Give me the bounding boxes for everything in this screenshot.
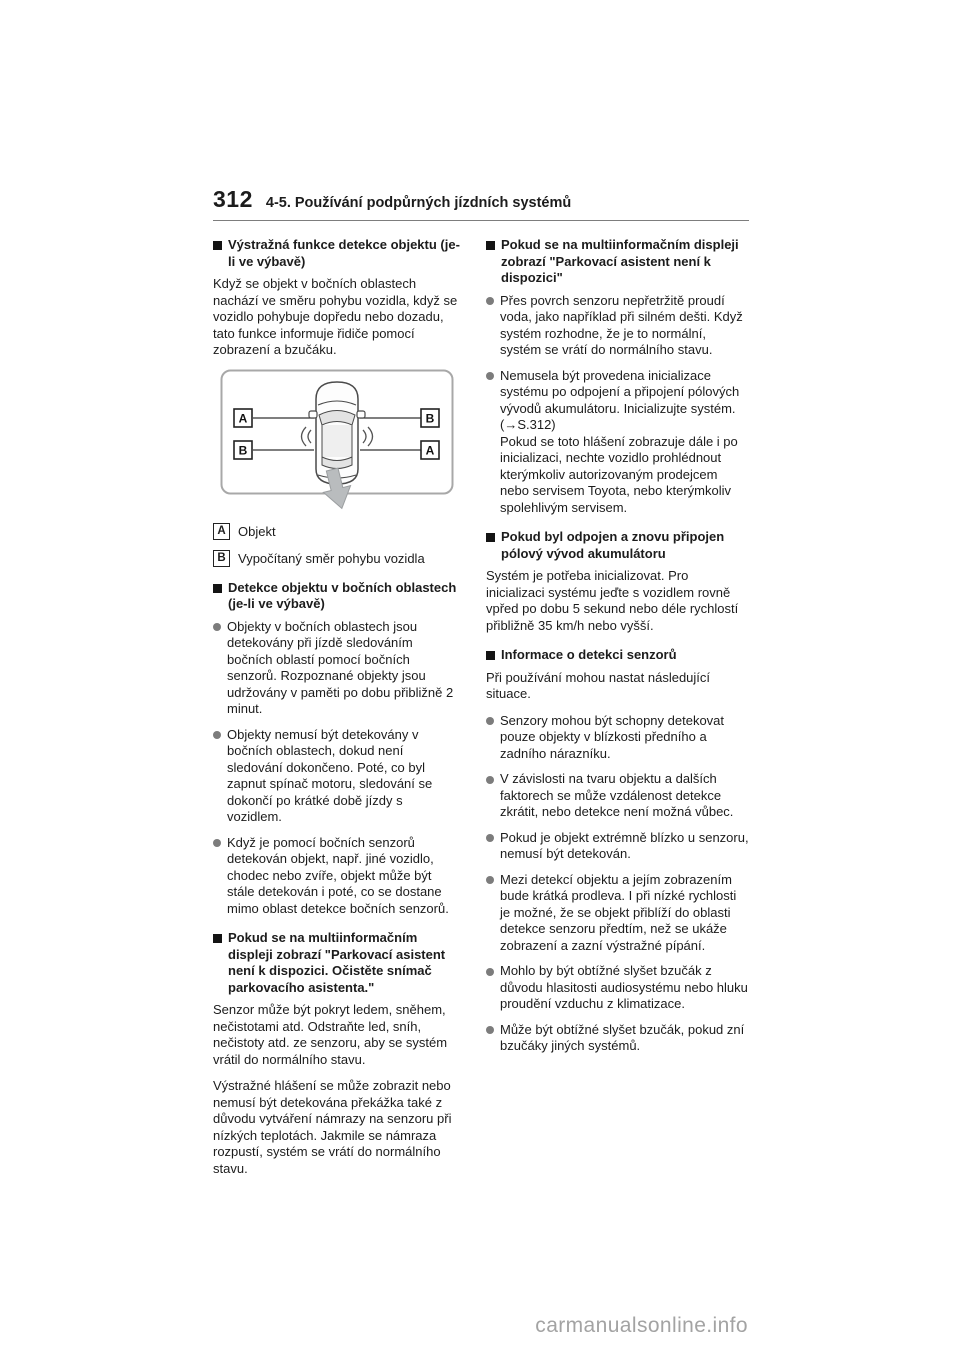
bullet-icon (486, 717, 494, 725)
svg-text:A: A (238, 411, 248, 425)
legend-text-b: Vypočítaný směr pohybu vozidla (238, 550, 425, 566)
paragraph: Když se objekt v bočních oblastech nachází ve směru pohybu vozidla, když se vozidlo pohybuje dopředu nebo dozadu, tato funkce informuje řidiče pomocí zobrazení a bzučáku. (213, 276, 458, 357)
label-box-b-front-right (421, 409, 439, 427)
square-marker-icon (486, 533, 495, 542)
bullet-icon (213, 623, 221, 631)
heading-text: Pokud se na multiinformačním displeji zobrazí "Parkovací asistent není k dispozici" (501, 237, 739, 285)
paragraph: Senzor může být pokryt ledem, sněhem, nečistotami atd. Odstraňte led, sníh, nečistoty atd. ze senzoru, aby se systém vrátil do normálního stavu. (213, 1002, 448, 1067)
legend-item-a (213, 523, 461, 540)
bullet-item: Pokud je objekt extrémně blízko u senzoru, nemusí být detekován. (486, 830, 749, 863)
bullet-item: Mezi detekcí objektu a jejím zobrazením bude krátká prodleva. I při nízké rychlosti je možné, že se objekt přiblíží do oblasti detekce senzoru předtím, než se ukáže zobrazení a zazní výstražné pípání. (486, 872, 749, 955)
legend-item-b (213, 550, 461, 567)
svg-text:B: B (425, 411, 435, 425)
heading-sensor-detection-info (486, 647, 749, 664)
left-column (213, 237, 461, 1187)
paragraph: Při používání mohou nastat následující situace. (486, 669, 711, 701)
watermark: carmanualsonline.info (535, 1314, 748, 1337)
bullet-icon (486, 834, 494, 842)
page-number: 312 (213, 186, 253, 212)
svg-text:B: B (238, 443, 248, 457)
paragraph: Výstražné hlášení se může zobrazit nebo nemusí být detekována překážka také z důvodu vytváření námrazy na senzoru při nízkých teplotách. Jakmile se námraza rozpustí, systém se vrátí do normálního stavu. (213, 1078, 452, 1176)
bullet-icon (486, 297, 494, 305)
bullet-icon (486, 1026, 494, 1034)
bullet-line: Nemusela být provedena inicializace systému po odpojení a připojení pólových vývodů akumulátoru. Inicializujte systém. (→S.312) (500, 367, 740, 432)
svg-text:A: A (425, 443, 435, 457)
heading-text: Pokud byl odpojen a znovu připojen pólový vývod akumulátoru (501, 529, 725, 561)
square-marker-icon (213, 934, 222, 943)
heading-side-detection (213, 580, 461, 613)
square-marker-icon (213, 584, 222, 593)
page-header (213, 186, 749, 221)
bullet-icon (486, 776, 494, 784)
heading-text: Detekce objektu v bočních oblastech (je-li ve výbavě) (228, 579, 457, 611)
bullet-line: Pokud se toto hlášení zobrazuje dále i po inicializaci, nechte vozidlo prohlédnout kterýmkoliv autorizovaným prodejcem nebo servisem Toyota, nebo kterýmkoliv spolehlivým servisem. (500, 433, 738, 515)
bullet-icon (486, 372, 494, 380)
label-box-b-rear-left (234, 441, 252, 459)
bullet-item: Objekty v bočních oblastech jsou detekovány při jízdě sledováním bočních oblastí pomocí bočních senzorů. Rozpoznané objekty jsou udržovány v paměti po dobu přibližně 2 minut. (213, 619, 461, 718)
bullet-item: Objekty nemusí být detekovány v bočních oblastech, dokud není sledování dokončeno. Poté, co byl zapnut spínač motoru, sledování se dokončí po krátké době jízdy s vozidlem. (213, 727, 461, 826)
heading-battery-reconnected (486, 529, 749, 562)
legend-key-a: A (213, 523, 230, 540)
bullet-item: Mohlo by být obtížné slyšet bzučák z důvodu hlasitosti audiosystému nebo hluku proudění vzduchu z klimatizace. (486, 963, 749, 1013)
bullet-icon (213, 731, 221, 739)
car-detection-figure (220, 369, 454, 511)
bullet-icon (486, 876, 494, 884)
heading-text: Pokud se na multiinformačním displeji zobrazí "Parkovací asistent není k dispozici. Očistěte snímač parkovacího asistenta." (228, 930, 446, 995)
bullet-icon (213, 839, 221, 847)
square-marker-icon (213, 241, 222, 250)
heading-not-available-message (486, 237, 749, 287)
manual-page-content (213, 186, 749, 1187)
bullet-item (486, 368, 749, 517)
label-box-a-front-left (234, 409, 252, 427)
square-marker-icon (486, 651, 495, 660)
heading-clean-sensor-message (213, 930, 461, 996)
bullet-item: Přes povrch senzoru nepřetržitě proudí voda, jako například při silném dešti. Když systém rozhodne, že je to normální, systém se vrátí do normálního stavu. (486, 293, 749, 359)
bullet-item: Může být obtížné slyšet bzučák, pokud zní bzučáky jiných systémů. (486, 1022, 749, 1055)
section-title: 4-5. Používání podpůrných jízdních systémů (265, 195, 572, 211)
legend-text-a: Objekt (238, 523, 276, 539)
bullet-item: Když je pomocí bočních senzorů detekován objekt, např. jiné vozidlo, chodec nebo zvíře, objekt může být stále detekován i poté, co se dostane mimo oblast detekce bočních senzorů. (213, 835, 461, 918)
detection-diagram (213, 369, 461, 511)
paragraph: Systém je potřeba inicializovat. Pro inicializaci systému jeďte s vozidlem rovně vpřed po dobu 5 sekund nebo déle rychlostí přibližně 35 km/h nebo vyšší. (486, 568, 739, 633)
heading-warning-function (213, 237, 461, 270)
bullet-icon (486, 968, 494, 976)
heading-text: Výstražná funkce detekce objektu (je-li ve výbavě) (228, 237, 460, 269)
bullet-item: Senzory mohou být schopny detekovat pouze objekty v blízkosti předního a zadního nárazníku. (486, 713, 749, 763)
heading-text: Informace o detekci senzorů (501, 647, 677, 662)
two-column-layout (213, 237, 749, 1187)
legend-key-b: B (213, 550, 230, 567)
right-column (486, 237, 749, 1187)
label-box-a-rear-right (421, 441, 439, 459)
square-marker-icon (486, 241, 495, 250)
bullet-item: V závislosti na tvaru objektu a dalších faktorech se může vzdálenost detekce zkrátit, nebo detekce není možná vůbec. (486, 771, 749, 821)
